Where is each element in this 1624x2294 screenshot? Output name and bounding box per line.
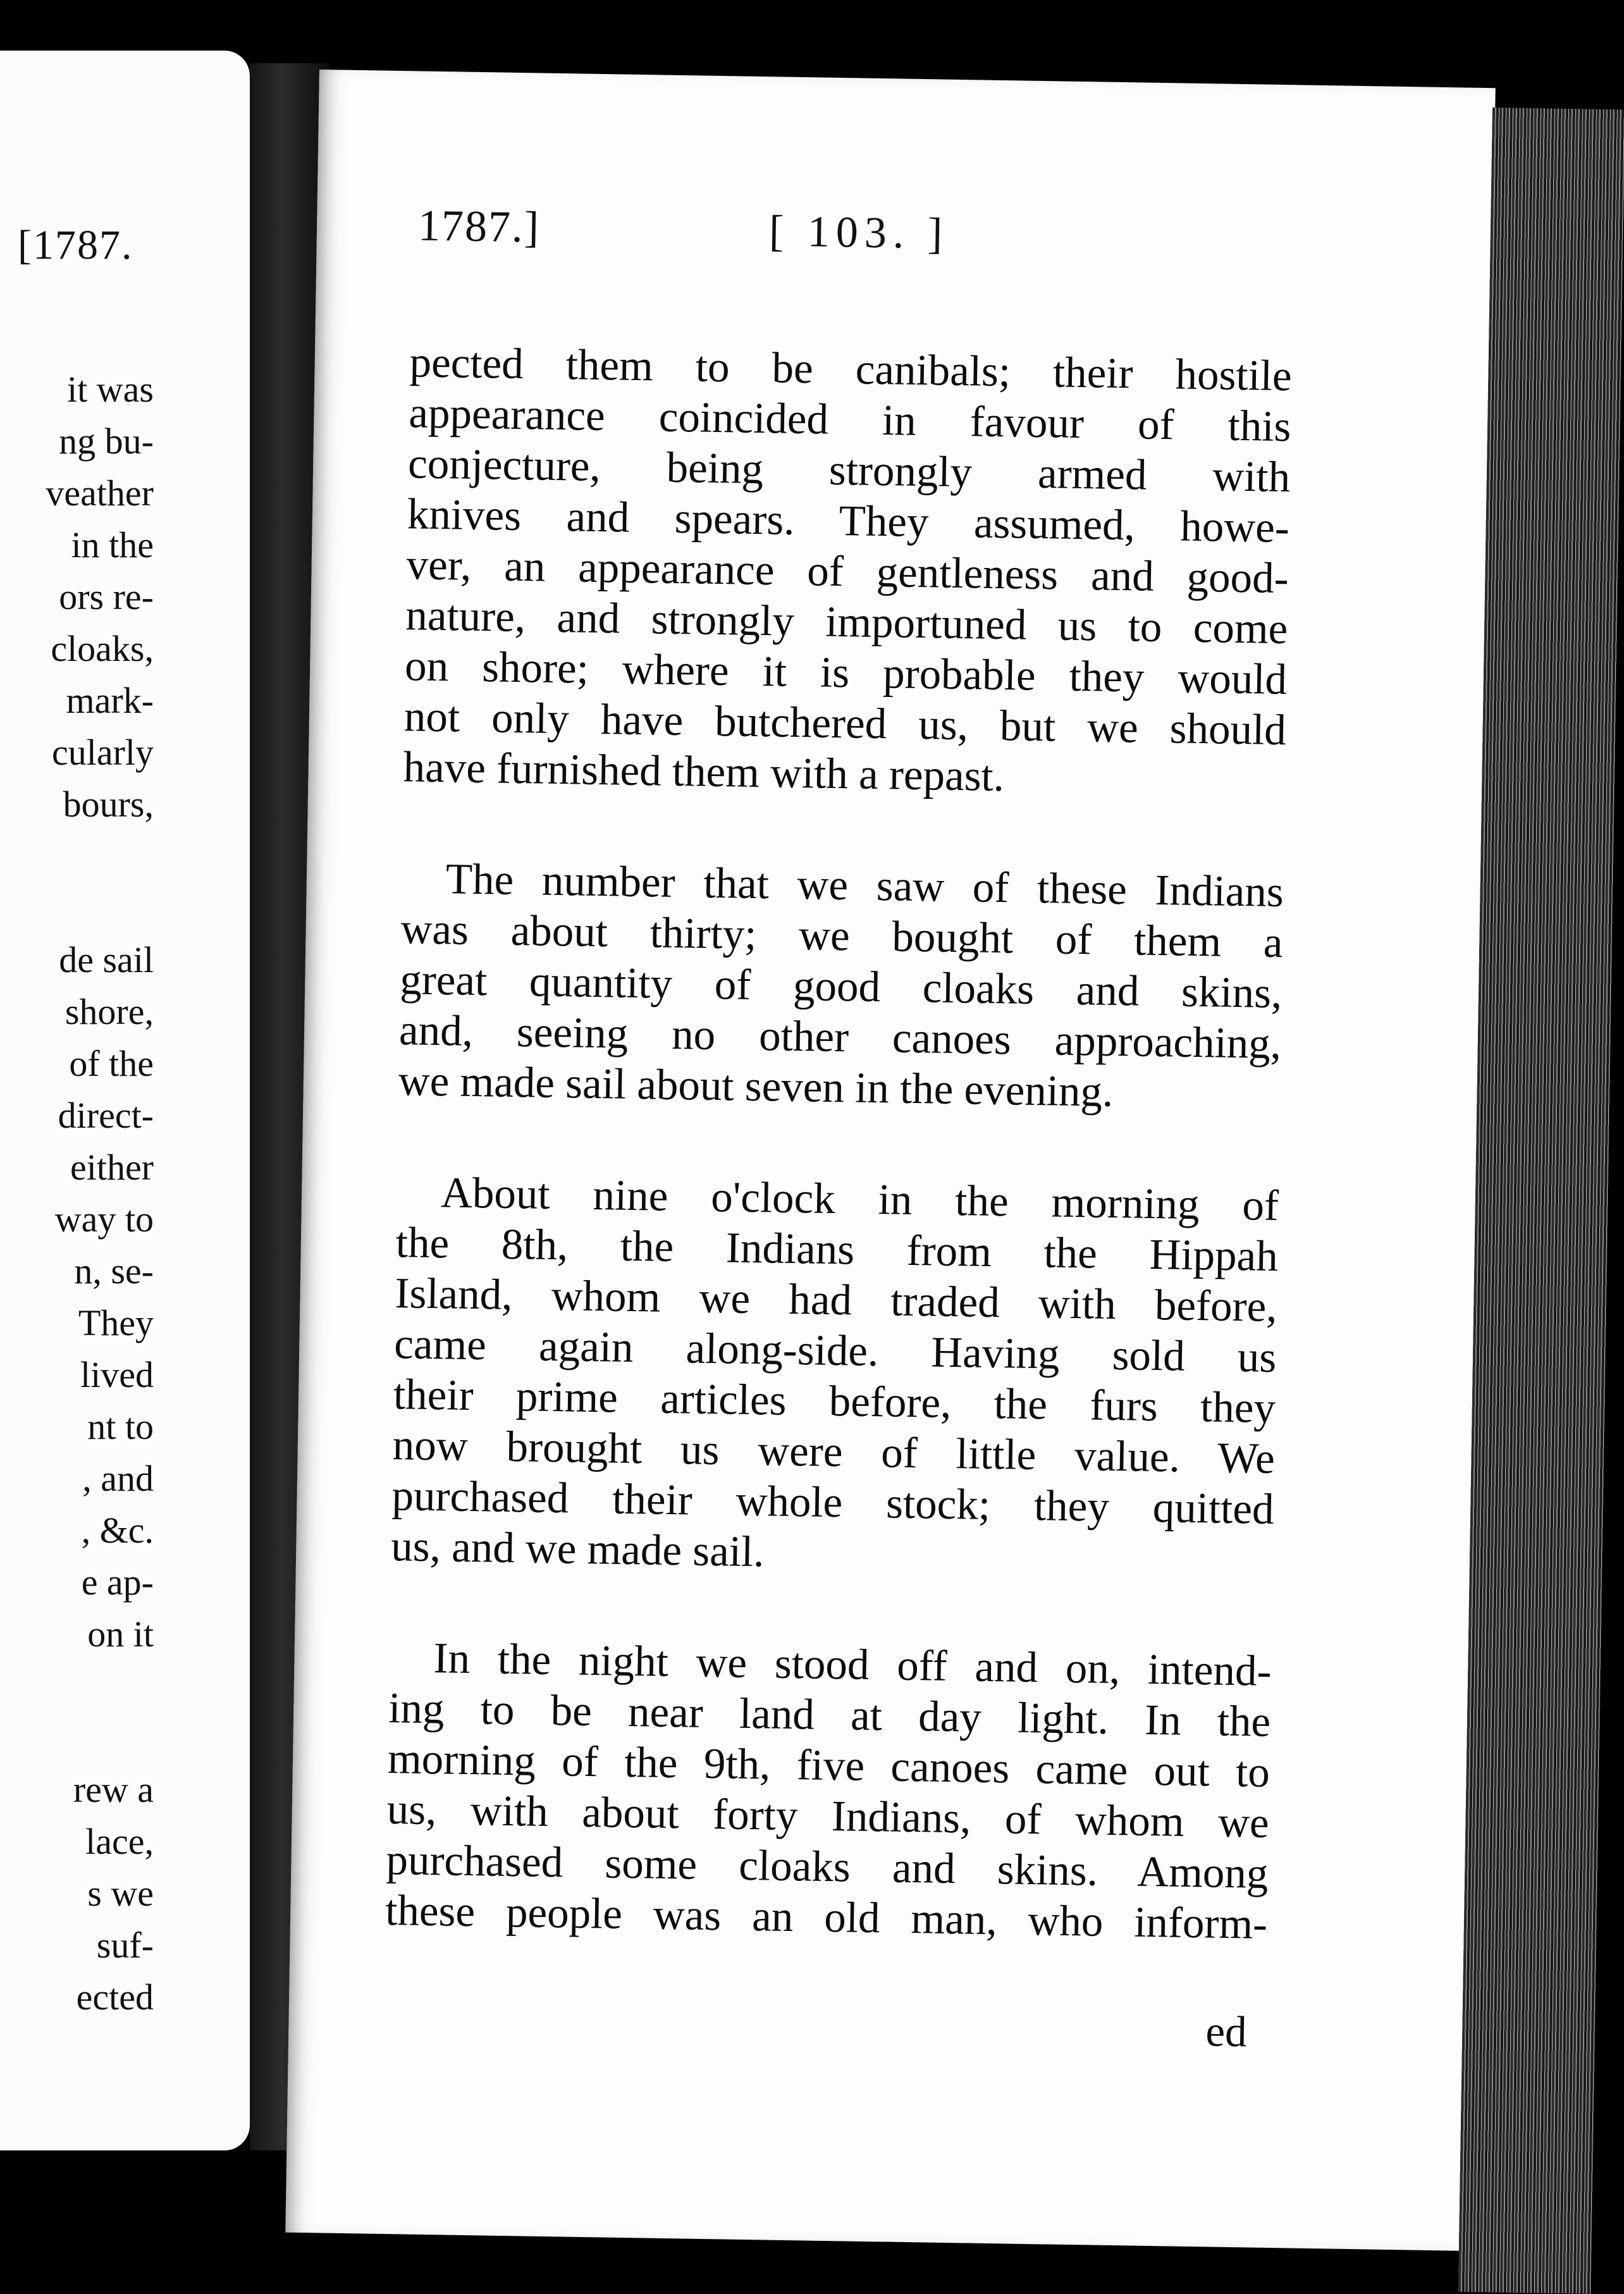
text-line: not only have butchered us, but we should [403,692,1287,755]
text-line: these people was an old man, who inform- [384,1886,1268,1948]
left-page-line: of the [69,1043,154,1084]
left-page-line: ng bu- [59,421,154,462]
left-page-line: , &c. [81,1510,154,1551]
text-line: the 8th, the Indians from the Hippah [395,1218,1279,1281]
left-page-line [0,1712,250,1764]
left-page-line: mark- [66,680,154,721]
left-page-line: n, se- [74,1250,154,1292]
left-page-line: shore, [65,991,154,1032]
text-line: The number that we saw of these Indians [445,854,1284,916]
text-line: us, with about forty Indians, of whom we [386,1785,1270,1847]
page-number: [ 103. ] [768,207,949,259]
left-page-line: either [70,1147,154,1188]
text-line: morning of the 9th, five canoes came out to [387,1734,1270,1796]
left-page-line: s we [87,1873,154,1914]
paragraph [385,1632,1272,1949]
text-line: nature, and strongly importuned us to come [405,591,1288,653]
left-page-line [0,882,250,934]
left-page-line: ected [76,1976,154,2018]
left-page-line: de sail [59,939,154,980]
text-line: pected them to be canibals; their hostile [409,338,1293,400]
running-head-year: 1787.] [417,201,541,252]
text-line: knives and spears. They assumed, howe- [407,490,1290,552]
left-page-line: cularly [51,732,154,773]
left-page-line: in the [71,524,154,565]
left-page-line: lace, [85,1821,154,1862]
text-line: great quantity of good cloaks and skins, [399,955,1283,1018]
paragraph [403,336,1292,806]
text-line: came again along-side. Having sold us [393,1319,1277,1382]
text-line: we made sail about seven in the evening. [398,1056,1114,1116]
text-line: have furnished them with a repast. [403,743,1005,801]
text-line: purchased some cloaks and skins. Among [385,1835,1269,1897]
left-page-line: ors re- [59,576,154,617]
left-page-line: rew a [73,1769,154,1810]
left-page-line: way to [54,1199,154,1240]
left-page-line: bours, [63,784,154,825]
text-line: their prime articles before, the furs they [393,1370,1276,1433]
left-page-line: nt to [87,1406,154,1447]
left-page [0,51,250,2150]
catchword: ed [1205,2007,1248,2056]
left-page-line [0,1660,250,1712]
left-page-line: They [78,1302,154,1343]
left-page-text [0,364,250,2023]
left-page-line: lived [80,1354,154,1395]
text-line: and, seeing no other canoes approaching, [398,1006,1282,1068]
text-line: conjecture, being strongly armed with [407,439,1291,502]
paragraph [398,853,1284,1119]
text-line: Island, whom we had traded with before, [395,1269,1278,1331]
left-page-line: direct- [58,1095,154,1136]
running-head [417,200,1367,273]
left-page-line: , and [82,1458,154,1499]
left-page-line: veather [46,472,154,514]
right-page [285,70,1495,2251]
text-line: us, and we made sail. [390,1522,765,1576]
text-line: purchased their whole stock; they quitted [391,1471,1275,1533]
paragraph [391,1166,1279,1585]
left-page-line: on it [87,1613,154,1655]
left-page-line: suf- [96,1925,154,1966]
left-page-line: e ap- [81,1562,154,1603]
left-page-line: it was [67,369,154,410]
left-page-line: cloaks, [51,628,154,669]
text-line: now brought us were of little value. We [392,1421,1276,1483]
text-line: About nine o'clock in the morning of [440,1168,1279,1230]
text-line: ing to be near land at day light. In the [388,1684,1271,1746]
body-text [384,336,1292,2010]
text-line: on shore; where it is probable they would [404,641,1288,704]
text-line: In the night we stood off and on, intend- [433,1634,1272,1695]
text-line: appearance coincided in favour of this [408,388,1291,451]
left-page-header: [1787. [18,222,133,268]
text-line: was about thirty; we bought of them a [400,904,1284,967]
text-line: ver, an appearance of gentleness and good- [406,540,1289,603]
left-page-line [0,830,250,882]
